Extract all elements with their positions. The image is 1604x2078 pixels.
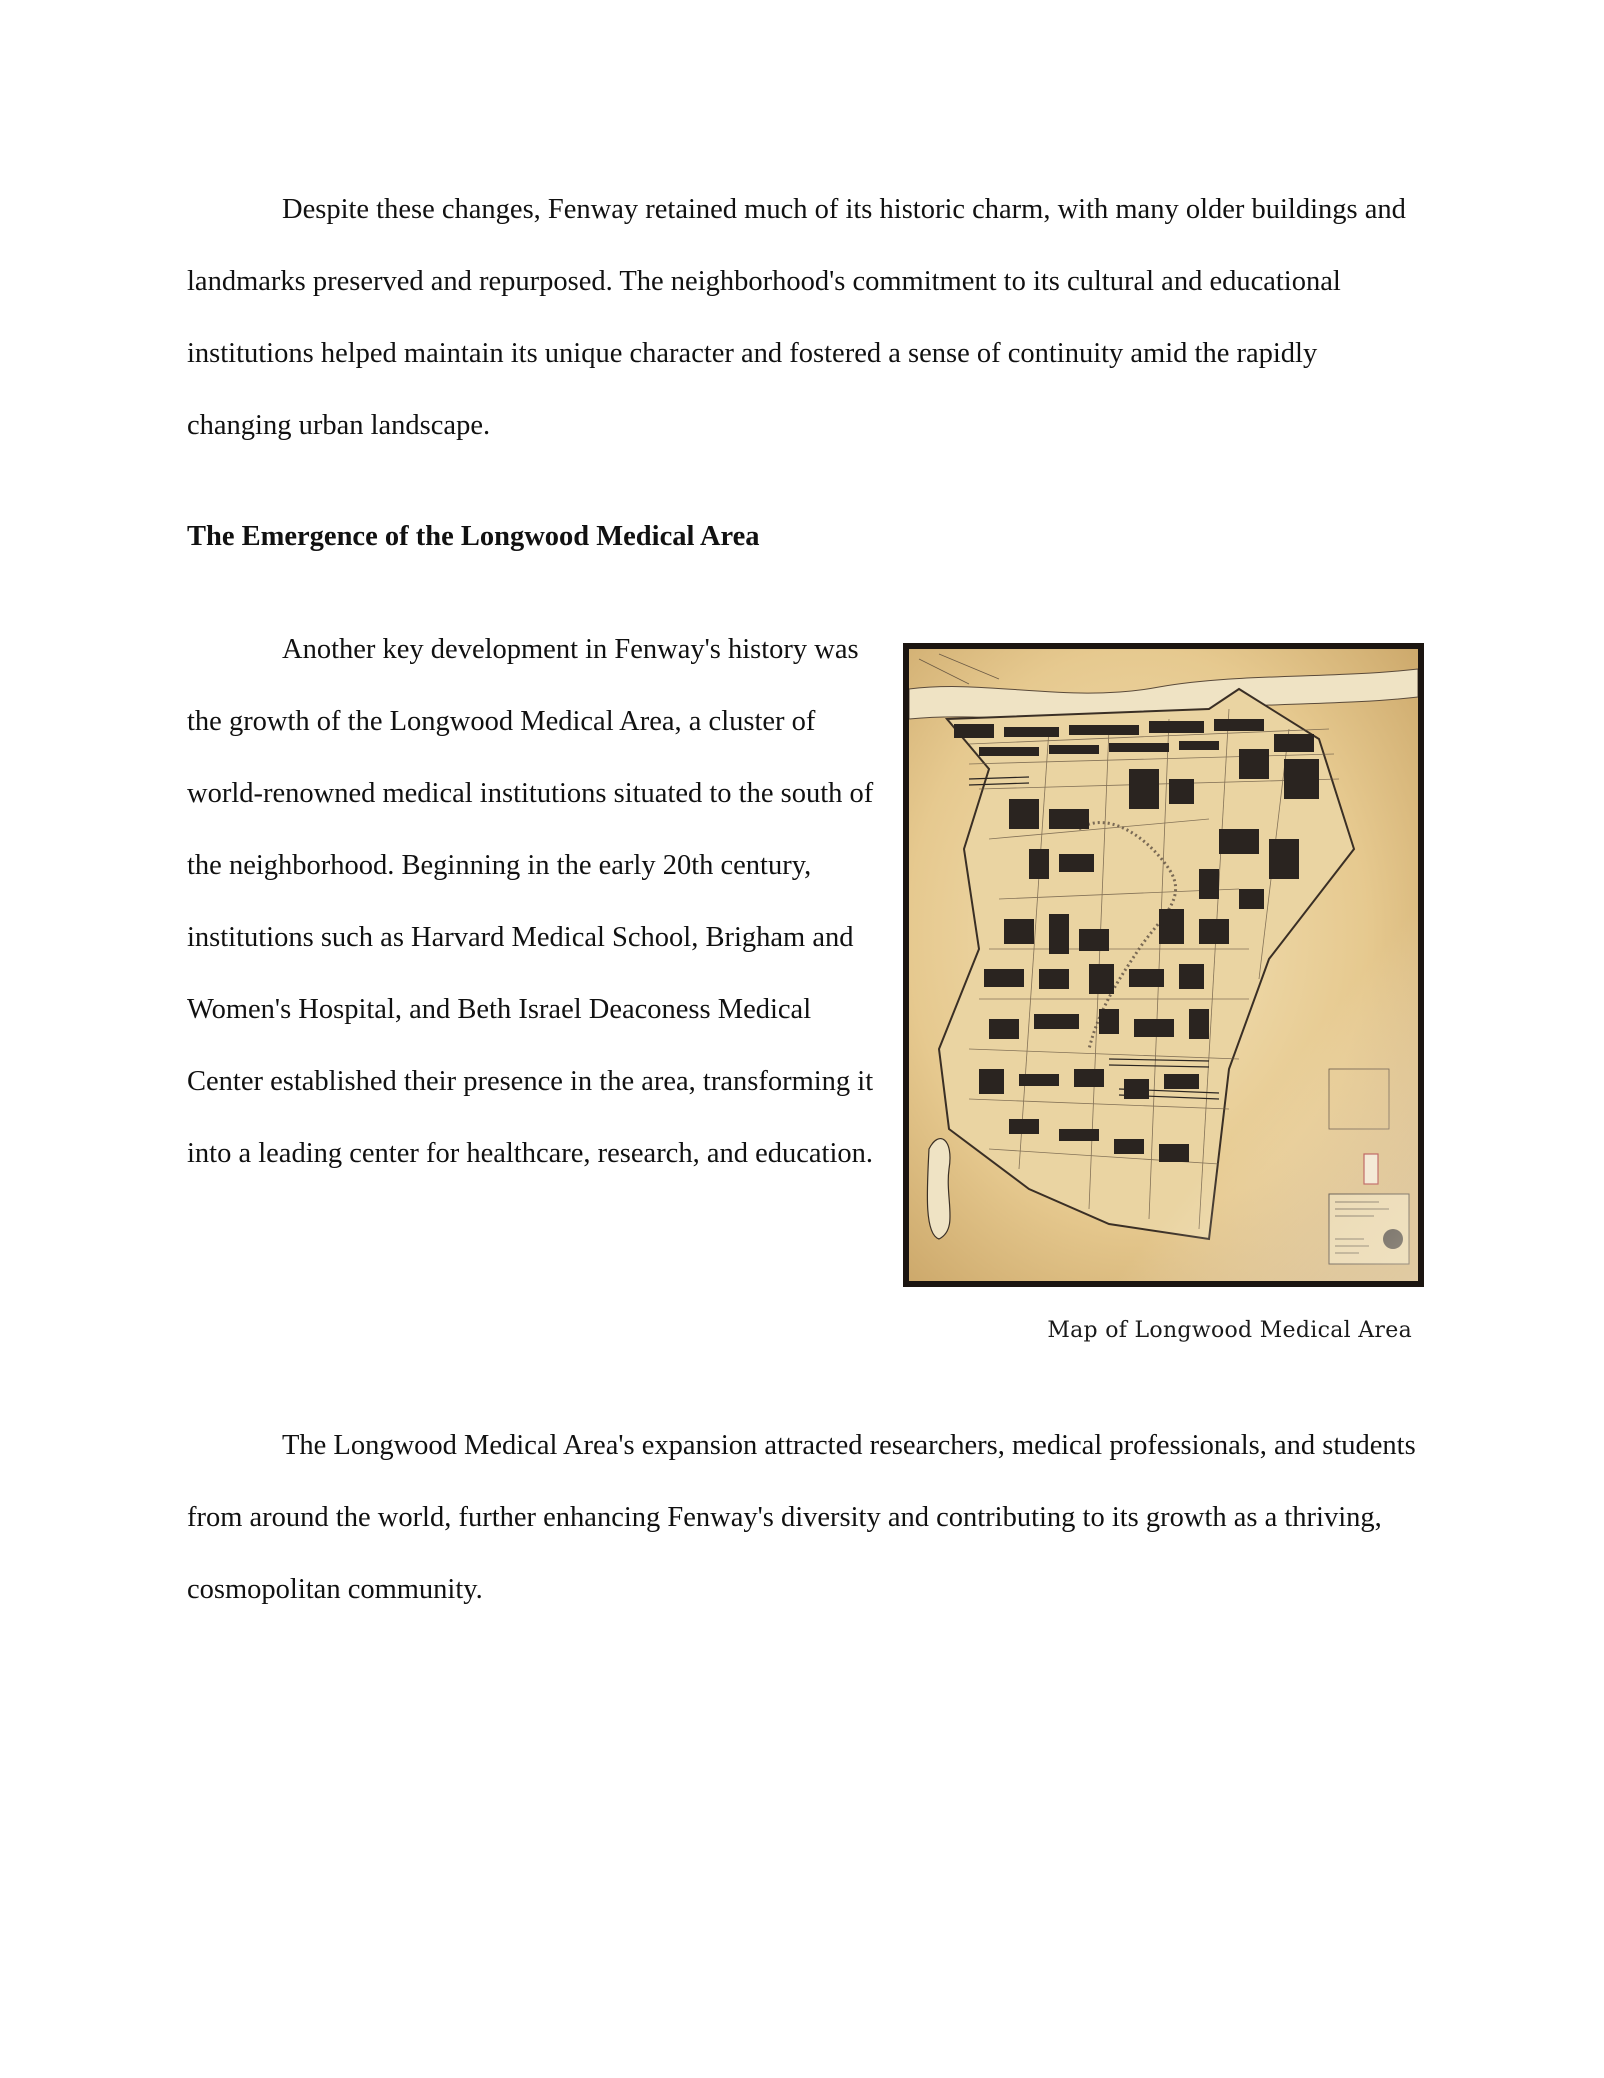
paragraph-expansion: The Longwood Medical Area's expansion attracted researchers, medical professionals, and students from around the world, further enhancing Fenway's diversity and contributing to its growth as a thriving, cosmopolitan community.: [187, 1430, 1416, 1605]
map-figure: [903, 643, 1424, 1287]
map-image: [909, 649, 1418, 1281]
paragraph-longwood: Another key development in Fenway's history was the growth of the Longwood Medical Area, a cluster of world-renowned medical institutions situated to the south of the neighborhood. Beginning in the early 20th century, institutions such as Harvard Medical School, Brigham and Women's Hospital, and Beth Israel Deaconess Medical Center established their presence in the area, transforming it into a leading center for healthcare, research, and education.: [187, 634, 874, 1169]
paragraph-intro: Despite these changes, Fenway retained much of its historic charm, with many older buildings and landmarks preserved and repurposed. The neighborhood's commitment to its cultural and educational institutions helped maintain its unique character and fostered a sense of continuity amid the rapidly changing urban landscape.: [187, 194, 1406, 441]
map-caption: Map of Longwood Medical Area: [1047, 1318, 1412, 1343]
section-heading: The Emergence of the Longwood Medical Area: [187, 521, 760, 552]
